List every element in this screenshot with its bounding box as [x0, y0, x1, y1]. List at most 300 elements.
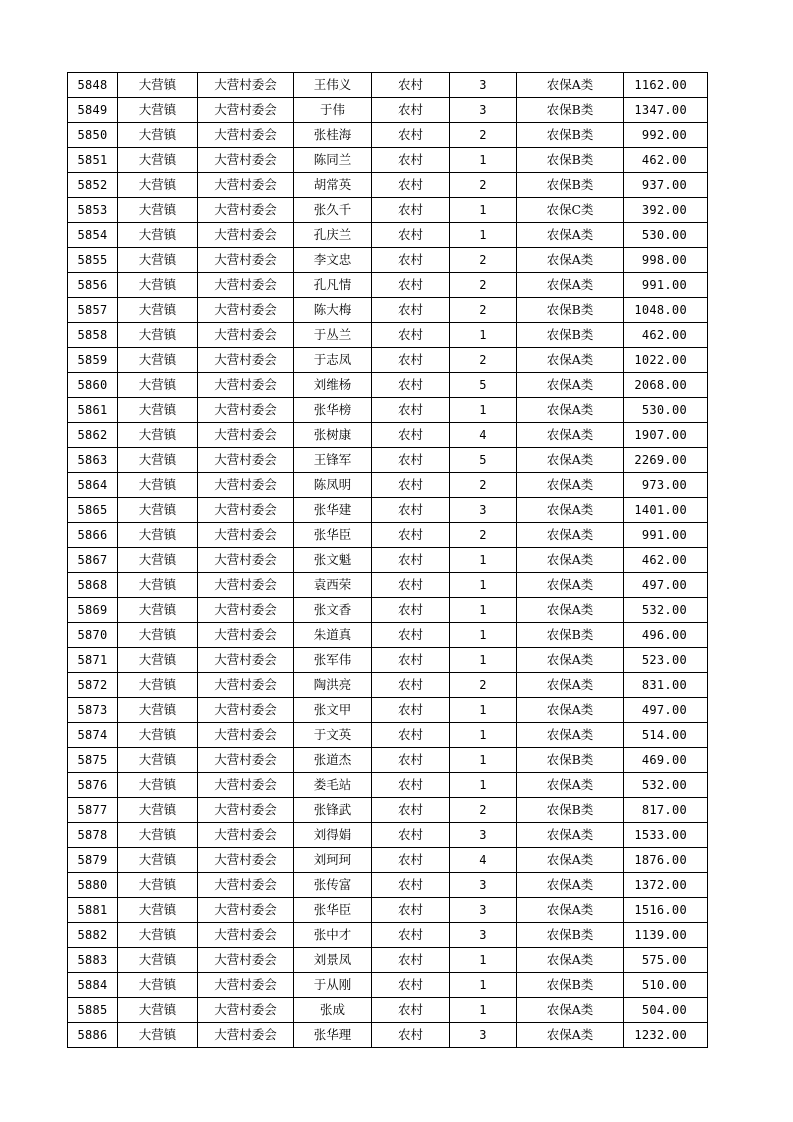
area-type-cell: 农村	[372, 898, 450, 923]
area-type-cell: 农村	[372, 948, 450, 973]
name-cell: 张道杰	[294, 748, 372, 773]
insurance-category-cell: 农保A类	[517, 723, 624, 748]
amount-cell: 1022.00	[624, 348, 708, 373]
name-cell: 刘珂珂	[294, 848, 372, 873]
town-cell: 大营镇	[118, 523, 198, 548]
table-row	[68, 223, 708, 248]
amount-cell: 497.00	[624, 698, 708, 723]
name-cell: 孔凡情	[294, 273, 372, 298]
record-id-cell: 5883	[68, 948, 118, 973]
area-type-cell: 农村	[372, 573, 450, 598]
village-committee-cell: 大营村委会	[198, 348, 294, 373]
town-cell: 大营镇	[118, 598, 198, 623]
area-type-cell: 农村	[372, 223, 450, 248]
name-cell: 张中才	[294, 923, 372, 948]
household-size-cell: 3	[450, 73, 517, 98]
area-type-cell: 农村	[372, 673, 450, 698]
area-type-cell: 农村	[372, 198, 450, 223]
household-size-cell: 1	[450, 198, 517, 223]
record-id-cell: 5848	[68, 73, 118, 98]
village-committee-cell: 大营村委会	[198, 748, 294, 773]
village-committee-cell: 大营村委会	[198, 273, 294, 298]
table-row	[68, 273, 708, 298]
insurance-category-cell: 农保A类	[517, 823, 624, 848]
village-committee-cell: 大营村委会	[198, 798, 294, 823]
household-size-cell: 2	[450, 273, 517, 298]
insurance-category-cell: 农保B类	[517, 98, 624, 123]
table-row	[68, 323, 708, 348]
village-committee-cell: 大营村委会	[198, 723, 294, 748]
town-cell: 大营镇	[118, 673, 198, 698]
village-committee-cell: 大营村委会	[198, 148, 294, 173]
amount-cell: 1048.00	[624, 298, 708, 323]
record-id-cell: 5850	[68, 123, 118, 148]
record-id-cell: 5878	[68, 823, 118, 848]
table-row	[68, 573, 708, 598]
table-row	[68, 198, 708, 223]
name-cell: 李文忠	[294, 248, 372, 273]
amount-cell: 530.00	[624, 223, 708, 248]
amount-cell: 523.00	[624, 648, 708, 673]
household-size-cell: 3	[450, 1023, 517, 1048]
record-table-body	[68, 73, 708, 1048]
town-cell: 大营镇	[118, 423, 198, 448]
town-cell: 大营镇	[118, 948, 198, 973]
village-committee-cell: 大营村委会	[198, 473, 294, 498]
name-cell: 娄毛站	[294, 773, 372, 798]
record-table	[67, 72, 708, 1048]
name-cell: 张军伟	[294, 648, 372, 673]
record-id-cell: 5856	[68, 273, 118, 298]
amount-cell: 1516.00	[624, 898, 708, 923]
area-type-cell: 农村	[372, 523, 450, 548]
area-type-cell: 农村	[372, 148, 450, 173]
name-cell: 孔庆兰	[294, 223, 372, 248]
record-id-cell: 5857	[68, 298, 118, 323]
village-committee-cell: 大营村委会	[198, 648, 294, 673]
insurance-category-cell: 农保A类	[517, 398, 624, 423]
area-type-cell: 农村	[372, 348, 450, 373]
record-id-cell: 5868	[68, 573, 118, 598]
table-row	[68, 698, 708, 723]
table-row	[68, 748, 708, 773]
town-cell: 大营镇	[118, 1023, 198, 1048]
insurance-category-cell: 农保B类	[517, 123, 624, 148]
household-size-cell: 1	[450, 148, 517, 173]
amount-cell: 462.00	[624, 323, 708, 348]
record-id-cell: 5886	[68, 1023, 118, 1048]
area-type-cell: 农村	[372, 848, 450, 873]
name-cell: 于从刚	[294, 973, 372, 998]
area-type-cell: 农村	[372, 623, 450, 648]
insurance-category-cell: 农保A类	[517, 348, 624, 373]
household-size-cell: 1	[450, 223, 517, 248]
village-committee-cell: 大营村委会	[198, 323, 294, 348]
record-id-cell: 5869	[68, 598, 118, 623]
amount-cell: 530.00	[624, 398, 708, 423]
area-type-cell: 农村	[372, 998, 450, 1023]
town-cell: 大营镇	[118, 223, 198, 248]
household-size-cell: 1	[450, 573, 517, 598]
household-size-cell: 3	[450, 823, 517, 848]
amount-cell: 973.00	[624, 473, 708, 498]
village-committee-cell: 大营村委会	[198, 173, 294, 198]
table-row	[68, 648, 708, 673]
town-cell: 大营镇	[118, 323, 198, 348]
village-committee-cell: 大营村委会	[198, 523, 294, 548]
name-cell: 于文英	[294, 723, 372, 748]
amount-cell: 462.00	[624, 148, 708, 173]
area-type-cell: 农村	[372, 773, 450, 798]
village-committee-cell: 大营村委会	[198, 698, 294, 723]
insurance-category-cell: 农保A类	[517, 248, 624, 273]
household-size-cell: 2	[450, 523, 517, 548]
household-size-cell: 2	[450, 473, 517, 498]
area-type-cell: 农村	[372, 723, 450, 748]
insurance-category-cell: 农保A类	[517, 873, 624, 898]
table-row	[68, 348, 708, 373]
household-size-cell: 1	[450, 998, 517, 1023]
area-type-cell: 农村	[372, 548, 450, 573]
household-size-cell: 3	[450, 923, 517, 948]
insurance-category-cell: 农保A类	[517, 373, 624, 398]
town-cell: 大营镇	[118, 898, 198, 923]
town-cell: 大营镇	[118, 448, 198, 473]
amount-cell: 991.00	[624, 523, 708, 548]
record-id-cell: 5872	[68, 673, 118, 698]
insurance-category-cell: 农保A类	[517, 523, 624, 548]
household-size-cell: 1	[450, 548, 517, 573]
record-id-cell: 5870	[68, 623, 118, 648]
name-cell: 陈同兰	[294, 148, 372, 173]
village-committee-cell: 大营村委会	[198, 448, 294, 473]
record-id-cell: 5864	[68, 473, 118, 498]
table-row	[68, 998, 708, 1023]
table-row	[68, 423, 708, 448]
area-type-cell: 农村	[372, 698, 450, 723]
record-id-cell: 5852	[68, 173, 118, 198]
table-row	[68, 948, 708, 973]
town-cell: 大营镇	[118, 698, 198, 723]
name-cell: 张文香	[294, 598, 372, 623]
amount-cell: 1232.00	[624, 1023, 708, 1048]
insurance-category-cell: 农保A类	[517, 698, 624, 723]
town-cell: 大营镇	[118, 373, 198, 398]
household-size-cell: 1	[450, 948, 517, 973]
amount-cell: 2269.00	[624, 448, 708, 473]
amount-cell: 1139.00	[624, 923, 708, 948]
amount-cell: 992.00	[624, 123, 708, 148]
table-row	[68, 173, 708, 198]
household-size-cell: 5	[450, 373, 517, 398]
name-cell: 张华理	[294, 1023, 372, 1048]
household-size-cell: 1	[450, 623, 517, 648]
town-cell: 大营镇	[118, 648, 198, 673]
amount-cell: 392.00	[624, 198, 708, 223]
town-cell: 大营镇	[118, 123, 198, 148]
amount-cell: 1372.00	[624, 873, 708, 898]
village-committee-cell: 大营村委会	[198, 98, 294, 123]
town-cell: 大营镇	[118, 773, 198, 798]
town-cell: 大营镇	[118, 923, 198, 948]
amount-cell: 1876.00	[624, 848, 708, 873]
amount-cell: 817.00	[624, 798, 708, 823]
area-type-cell: 农村	[372, 823, 450, 848]
amount-cell: 831.00	[624, 673, 708, 698]
town-cell: 大营镇	[118, 723, 198, 748]
town-cell: 大营镇	[118, 823, 198, 848]
amount-cell: 937.00	[624, 173, 708, 198]
village-committee-cell: 大营村委会	[198, 973, 294, 998]
household-size-cell: 1	[450, 323, 517, 348]
household-size-cell: 4	[450, 848, 517, 873]
record-id-cell: 5866	[68, 523, 118, 548]
table-row	[68, 298, 708, 323]
household-size-cell: 2	[450, 123, 517, 148]
table-row	[68, 673, 708, 698]
name-cell: 胡常英	[294, 173, 372, 198]
village-committee-cell: 大营村委会	[198, 548, 294, 573]
town-cell: 大营镇	[118, 73, 198, 98]
record-id-cell: 5874	[68, 723, 118, 748]
amount-cell: 998.00	[624, 248, 708, 273]
record-id-cell: 5876	[68, 773, 118, 798]
insurance-category-cell: 农保A类	[517, 898, 624, 923]
record-id-cell: 5879	[68, 848, 118, 873]
name-cell: 张成	[294, 998, 372, 1023]
area-type-cell: 农村	[372, 373, 450, 398]
record-id-cell: 5858	[68, 323, 118, 348]
record-id-cell: 5855	[68, 248, 118, 273]
table-row	[68, 523, 708, 548]
area-type-cell: 农村	[372, 398, 450, 423]
town-cell: 大营镇	[118, 798, 198, 823]
amount-cell: 496.00	[624, 623, 708, 648]
area-type-cell: 农村	[372, 73, 450, 98]
record-id-cell: 5875	[68, 748, 118, 773]
insurance-category-cell: 农保A类	[517, 948, 624, 973]
town-cell: 大营镇	[118, 748, 198, 773]
insurance-category-cell: 农保B类	[517, 298, 624, 323]
name-cell: 张锋武	[294, 798, 372, 823]
village-committee-cell: 大营村委会	[198, 373, 294, 398]
household-size-cell: 3	[450, 873, 517, 898]
village-committee-cell: 大营村委会	[198, 573, 294, 598]
household-size-cell: 1	[450, 748, 517, 773]
area-type-cell: 农村	[372, 748, 450, 773]
table-row	[68, 548, 708, 573]
insurance-category-cell: 农保B类	[517, 798, 624, 823]
household-size-cell: 3	[450, 498, 517, 523]
insurance-category-cell: 农保A类	[517, 598, 624, 623]
name-cell: 张桂海	[294, 123, 372, 148]
amount-cell: 991.00	[624, 273, 708, 298]
household-size-cell: 1	[450, 598, 517, 623]
name-cell: 张久千	[294, 198, 372, 223]
name-cell: 朱道真	[294, 623, 372, 648]
table-row	[68, 498, 708, 523]
village-committee-cell: 大营村委会	[198, 923, 294, 948]
table-row	[68, 723, 708, 748]
insurance-category-cell: 农保C类	[517, 198, 624, 223]
town-cell: 大营镇	[118, 98, 198, 123]
town-cell: 大营镇	[118, 198, 198, 223]
record-id-cell: 5853	[68, 198, 118, 223]
record-id-cell: 5851	[68, 148, 118, 173]
name-cell: 于伟	[294, 98, 372, 123]
amount-cell: 1162.00	[624, 73, 708, 98]
amount-cell: 469.00	[624, 748, 708, 773]
table-row	[68, 373, 708, 398]
insurance-category-cell: 农保A类	[517, 998, 624, 1023]
amount-cell: 497.00	[624, 573, 708, 598]
amount-cell: 462.00	[624, 548, 708, 573]
town-cell: 大营镇	[118, 298, 198, 323]
record-id-cell: 5877	[68, 798, 118, 823]
record-id-cell: 5859	[68, 348, 118, 373]
town-cell: 大营镇	[118, 848, 198, 873]
village-committee-cell: 大营村委会	[198, 423, 294, 448]
name-cell: 陈大梅	[294, 298, 372, 323]
household-size-cell: 1	[450, 773, 517, 798]
household-size-cell: 2	[450, 673, 517, 698]
area-type-cell: 农村	[372, 923, 450, 948]
household-size-cell: 1	[450, 698, 517, 723]
table-row	[68, 73, 708, 98]
record-id-cell: 5849	[68, 98, 118, 123]
village-committee-cell: 大营村委会	[198, 898, 294, 923]
area-type-cell: 农村	[372, 173, 450, 198]
village-committee-cell: 大营村委会	[198, 998, 294, 1023]
household-size-cell: 1	[450, 973, 517, 998]
table-row	[68, 848, 708, 873]
town-cell: 大营镇	[118, 273, 198, 298]
amount-cell: 1347.00	[624, 98, 708, 123]
household-size-cell: 1	[450, 648, 517, 673]
name-cell: 张华臣	[294, 523, 372, 548]
record-id-cell: 5871	[68, 648, 118, 673]
area-type-cell: 农村	[372, 298, 450, 323]
insurance-category-cell: 农保A类	[517, 73, 624, 98]
insurance-category-cell: 农保A类	[517, 498, 624, 523]
household-size-cell: 4	[450, 423, 517, 448]
amount-cell: 504.00	[624, 998, 708, 1023]
table-row	[68, 973, 708, 998]
name-cell: 陈凤明	[294, 473, 372, 498]
insurance-category-cell: 农保A类	[517, 423, 624, 448]
area-type-cell: 农村	[372, 1023, 450, 1048]
village-committee-cell: 大营村委会	[198, 73, 294, 98]
record-id-cell: 5867	[68, 548, 118, 573]
town-cell: 大营镇	[118, 498, 198, 523]
table-row	[68, 448, 708, 473]
name-cell: 张树康	[294, 423, 372, 448]
name-cell: 王锋军	[294, 448, 372, 473]
name-cell: 刘景凤	[294, 948, 372, 973]
record-id-cell: 5862	[68, 423, 118, 448]
household-size-cell: 2	[450, 173, 517, 198]
table-row	[68, 923, 708, 948]
name-cell: 张文魁	[294, 548, 372, 573]
amount-cell: 575.00	[624, 948, 708, 973]
insurance-category-cell: 农保A类	[517, 673, 624, 698]
name-cell: 张华榜	[294, 398, 372, 423]
record-id-cell: 5861	[68, 398, 118, 423]
household-size-cell: 3	[450, 898, 517, 923]
amount-cell: 510.00	[624, 973, 708, 998]
village-committee-cell: 大营村委会	[198, 123, 294, 148]
name-cell: 刘维杨	[294, 373, 372, 398]
area-type-cell: 农村	[372, 248, 450, 273]
area-type-cell: 农村	[372, 498, 450, 523]
town-cell: 大营镇	[118, 873, 198, 898]
insurance-category-cell: 农保B类	[517, 148, 624, 173]
town-cell: 大营镇	[118, 623, 198, 648]
name-cell: 张文甲	[294, 698, 372, 723]
table-row	[68, 473, 708, 498]
table-row	[68, 123, 708, 148]
insurance-category-cell: 农保A类	[517, 473, 624, 498]
village-committee-cell: 大营村委会	[198, 248, 294, 273]
name-cell: 袁西荣	[294, 573, 372, 598]
amount-cell: 532.00	[624, 773, 708, 798]
record-id-cell: 5881	[68, 898, 118, 923]
household-size-cell: 1	[450, 398, 517, 423]
insurance-category-cell: 农保B类	[517, 323, 624, 348]
record-id-cell: 5882	[68, 923, 118, 948]
insurance-category-cell: 农保B类	[517, 923, 624, 948]
insurance-category-cell: 农保B类	[517, 748, 624, 773]
table-row	[68, 248, 708, 273]
area-type-cell: 农村	[372, 798, 450, 823]
table-row	[68, 148, 708, 173]
town-cell: 大营镇	[118, 398, 198, 423]
name-cell: 陶洪亮	[294, 673, 372, 698]
table-row	[68, 873, 708, 898]
insurance-category-cell: 农保B类	[517, 973, 624, 998]
name-cell: 张华建	[294, 498, 372, 523]
amount-cell: 1401.00	[624, 498, 708, 523]
household-size-cell: 2	[450, 798, 517, 823]
village-committee-cell: 大营村委会	[198, 673, 294, 698]
area-type-cell: 农村	[372, 423, 450, 448]
insurance-category-cell: 农保A类	[517, 448, 624, 473]
household-size-cell: 2	[450, 298, 517, 323]
village-committee-cell: 大营村委会	[198, 1023, 294, 1048]
name-cell: 刘得娟	[294, 823, 372, 848]
household-size-cell: 3	[450, 98, 517, 123]
area-type-cell: 农村	[372, 473, 450, 498]
name-cell: 张华臣	[294, 898, 372, 923]
area-type-cell: 农村	[372, 123, 450, 148]
town-cell: 大营镇	[118, 248, 198, 273]
area-type-cell: 农村	[372, 598, 450, 623]
insurance-category-cell: 农保A类	[517, 573, 624, 598]
name-cell: 张传富	[294, 873, 372, 898]
record-id-cell: 5865	[68, 498, 118, 523]
record-id-cell: 5863	[68, 448, 118, 473]
record-id-cell: 5885	[68, 998, 118, 1023]
table-row	[68, 798, 708, 823]
insurance-category-cell: 农保A类	[517, 548, 624, 573]
table-row	[68, 1023, 708, 1048]
insurance-category-cell: 农保B类	[517, 623, 624, 648]
area-type-cell: 农村	[372, 323, 450, 348]
insurance-category-cell: 农保A类	[517, 773, 624, 798]
town-cell: 大营镇	[118, 973, 198, 998]
name-cell: 王伟义	[294, 73, 372, 98]
amount-cell: 2068.00	[624, 373, 708, 398]
